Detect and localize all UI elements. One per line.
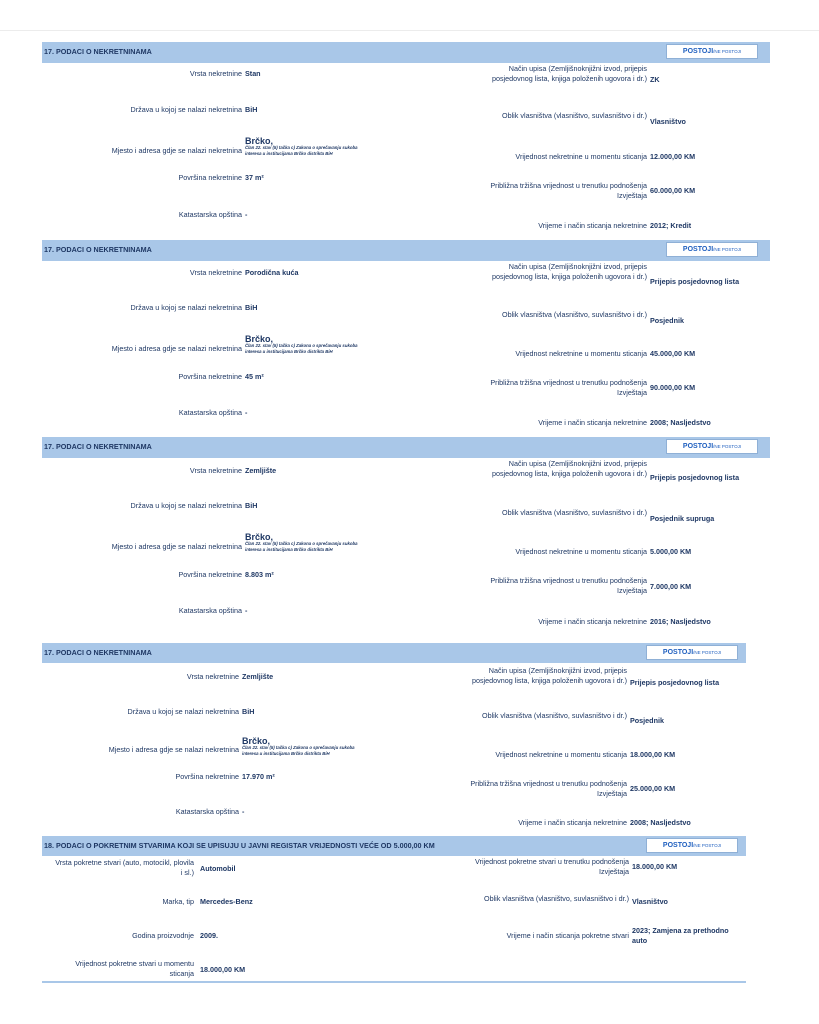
label-katastar: Katastarska opština xyxy=(178,210,242,219)
value-nacin-upisa: Prijepis posjedovnog lista xyxy=(630,678,720,687)
exists-toggle[interactable] xyxy=(646,645,738,660)
label-nacin-upisa: Način upisa (Zemljišnoknjižni izvod, prijepis posjedovnog lista, knjiga položenih ugovora i dr.) xyxy=(471,666,627,685)
exists-option[interactable]: POSTOJI xyxy=(682,246,714,253)
label-katastar: Katastarska opština xyxy=(175,807,239,816)
label-vrijednost-pokretne: Vrijednost pokretne stvari u momentu sticanja xyxy=(75,959,194,978)
property-section-4 xyxy=(42,643,746,833)
value-oblik: Posjednik xyxy=(630,716,664,725)
value-vrsta: Stan xyxy=(245,69,261,78)
label-oblik: Oblik vlasništva (vlasništvo, suvlasništvo i dr.) xyxy=(502,111,647,120)
value-vrsta-pokretne: Automobil xyxy=(200,864,236,873)
movables-section xyxy=(42,836,746,976)
section-header xyxy=(42,643,746,663)
label-trzisna: Približna tržišna vrijednost u trenutku podnošenja Izvještaja xyxy=(490,181,647,200)
value-povrsina: 37 m² xyxy=(245,173,264,182)
not-exists-option[interactable]: /NE POSTOJI xyxy=(713,49,742,54)
exists-toggle[interactable] xyxy=(666,44,758,59)
label-drzava: Država u kojoj se nalazi nekretnina xyxy=(130,303,242,312)
value-vrsta: Zemljište xyxy=(245,466,277,475)
label-mjesto: Mjesto i adresa gdje se nalazi nekretnina xyxy=(111,344,242,353)
label-vrijeme: Vrijeme i način sticanja nekretnine xyxy=(538,617,647,626)
section-title: 18. PODACI O POKRETNIM STVARIMA KOJI SE UPISUJU U JAVNI REGISTAR VRIJEDNOSTI VEĆE OD 5.000,00 KM xyxy=(44,841,435,850)
label-oblik: Oblik vlasništva (vlasništvo, suvlasništvo i dr.) xyxy=(482,711,627,720)
property-section-1 xyxy=(42,42,770,237)
value-vrijednost-pokretne: 18.000,00 KM xyxy=(200,965,246,974)
section-header xyxy=(42,42,770,63)
value-nacin-upisa: Prijepis posjedovnog lista xyxy=(650,473,740,482)
label-vrsta: Vrsta nekretnine xyxy=(189,268,242,277)
value-oblik: Posjednik xyxy=(650,316,684,325)
label-vrijeme: Vrijeme i način sticanja nekretnine xyxy=(518,818,627,827)
label-trzisna-pokretne: Vrijednost pokretne stvari u trenutku podnošenja Izvještaja xyxy=(475,857,629,876)
not-exists-option[interactable]: /NE POSTOJI xyxy=(713,444,742,449)
label-drzava: Država u kojoj se nalazi nekretnina xyxy=(127,707,239,716)
value-trzisna: 90.000,00 KM xyxy=(650,383,696,392)
not-exists-option[interactable]: /NE POSTOJI xyxy=(713,247,742,252)
label-trzisna: Približna tržišna vrijednost u trenutku podnošenja Izvještaja xyxy=(490,378,647,397)
value-katastar: - xyxy=(245,210,248,219)
bottom-divider xyxy=(42,981,746,983)
value-drzava: BiH xyxy=(245,303,258,312)
label-nacin-upisa: Način upisa (Zemljišnoknjižni izvod, prijepis posjedovnog lista, knjiga položenih ugovora i dr.) xyxy=(491,459,647,478)
label-vrsta: Vrsta nekretnine xyxy=(189,466,242,475)
label-vrsta: Vrsta nekretnine xyxy=(189,69,242,78)
property-section-3 xyxy=(42,437,770,637)
value-marka: Mercedes-Benz xyxy=(200,897,253,906)
label-katastar: Katastarska opština xyxy=(178,606,242,615)
value-katastar: - xyxy=(242,807,245,816)
label-drzava: Država u kojoj se nalazi nekretnina xyxy=(130,501,242,510)
value-trzisna-pokretne: 18.000,00 KM xyxy=(632,862,678,871)
value-vrsta: Zemljište xyxy=(242,672,274,681)
value-oblik-pokretne: Vlasništvo xyxy=(632,897,668,906)
label-trzisna: Približna tržišna vrijednost u trenutku podnošenja Izvještaja xyxy=(490,576,647,595)
value-mjesto: Brčko, xyxy=(245,334,274,344)
label-povrsina: Površina nekretnine xyxy=(178,372,242,381)
label-vrijednost: Vrijednost nekretnine u momentu sticanja xyxy=(495,750,627,759)
value-oblik: Vlasništvo xyxy=(650,117,686,126)
exists-toggle[interactable] xyxy=(646,838,738,853)
value-povrsina: 8.803 m² xyxy=(245,570,274,579)
not-exists-option[interactable]: /NE POSTOJI xyxy=(693,650,722,655)
exists-toggle[interactable] xyxy=(666,242,758,257)
label-vrijednost: Vrijednost nekretnine u momentu sticanja xyxy=(515,152,647,161)
not-exists-option[interactable]: /NE POSTOJI xyxy=(693,843,722,848)
label-mjesto: Mjesto i adresa gdje se nalazi nekretnina xyxy=(111,542,242,551)
label-mjesto: Mjesto i adresa gdje se nalazi nekretnina xyxy=(108,745,239,754)
label-vrijednost: Vrijednost nekretnine u momentu sticanja xyxy=(515,547,647,556)
section-header xyxy=(42,240,770,261)
section-header xyxy=(42,437,770,458)
value-povrsina: 45 m² xyxy=(245,372,264,381)
exists-option[interactable]: POSTOJI xyxy=(682,443,714,450)
value-drzava: BiH xyxy=(242,707,255,716)
label-vrsta-pokretne: Vrsta pokretne stvari (auto, motocikl, plovila i sl.) xyxy=(55,858,194,877)
label-katastar: Katastarska opština xyxy=(178,408,242,417)
top-divider xyxy=(0,30,819,31)
value-vrsta: Porodična kuća xyxy=(245,268,299,277)
value-mjesto: Brčko, xyxy=(242,736,271,746)
value-oblik: Posjednik supruga xyxy=(650,514,715,523)
label-drzava: Država u kojoj se nalazi nekretnina xyxy=(130,105,242,114)
section-title: 17. PODACI O NEKRETNINAMA xyxy=(44,245,152,254)
label-nacin-upisa: Način upisa (Zemljišnoknjižni izvod, prijepis posjedovnog lista, knjiga položenih ugovora i dr.) xyxy=(491,262,647,281)
label-povrsina: Površina nekretnine xyxy=(178,173,242,182)
property-section-2 xyxy=(42,240,770,435)
value-vrijednost: 5.000,00 KM xyxy=(650,547,692,556)
value-mjesto: Brčko, xyxy=(245,532,274,542)
label-oblik-pokretne: Oblik vlasništva (vlasništvo, suvlasništvo i dr.) xyxy=(484,894,629,903)
label-godina: Godina proizvodnje xyxy=(132,931,194,940)
value-vrijeme: 2008; Nasljedstvo xyxy=(650,418,711,427)
value-mjesto: Brčko, xyxy=(245,136,274,146)
value-katastar: - xyxy=(245,408,248,417)
legal-note: Član 22. stav (5) tačka c) Zakona o sprečavanju sukoba interesa u institucijama Brčko distrikta BiH xyxy=(245,541,358,553)
value-povrsina: 17.970 m² xyxy=(242,772,275,781)
label-vrijeme: Vrijeme i način sticanja nekretnine xyxy=(538,418,647,427)
label-mjesto: Mjesto i adresa gdje se nalazi nekretnina xyxy=(111,146,242,155)
value-vrijednost: 45.000,00 KM xyxy=(650,349,696,358)
label-marka: Marka, tip xyxy=(162,897,194,906)
value-trzisna: 60.000,00 KM xyxy=(650,186,696,195)
label-vrsta: Vrsta nekretnine xyxy=(186,672,239,681)
label-vrijeme: Vrijeme i način sticanja nekretnine xyxy=(538,221,647,230)
legal-note: Član 22. stav (5) tačka c) Zakona o sprečavanju sukoba interesa u institucijama Brčko distrikta BiH xyxy=(245,145,358,157)
label-vrijeme-pokretne: Vrijeme i način sticanja pokretne stvari xyxy=(506,931,629,940)
value-vrijeme: 2016; Nasljedstvo xyxy=(650,617,711,626)
value-drzava: BiH xyxy=(245,105,258,114)
label-oblik: Oblik vlasništva (vlasništvo, suvlasništvo i dr.) xyxy=(502,508,647,517)
value-godina: 2009. xyxy=(200,931,218,940)
value-vrijeme: 2008; Nasljedstvo xyxy=(630,818,691,827)
value-nacin-upisa: Prijepis posjedovnog lista xyxy=(650,277,740,286)
label-vrijednost: Vrijednost nekretnine u momentu sticanja xyxy=(515,349,647,358)
section-title: 17. PODACI O NEKRETNINAMA xyxy=(44,442,152,451)
value-vrijednost: 18.000,00 KM xyxy=(630,750,676,759)
section-title: 17. PODACI O NEKRETNINAMA xyxy=(44,648,152,657)
value-vrijeme: 2012; Kredit xyxy=(650,221,692,230)
label-trzisna: Približna tržišna vrijednost u trenutku podnošenja Izvještaja xyxy=(470,779,627,798)
section-header xyxy=(42,836,746,856)
legal-note: Član 22. stav (5) tačka c) Zakona o sprečavanju sukoba interesa u institucijama Brčko distrikta BiH xyxy=(242,745,355,757)
value-vrijednost: 12.000,00 KM xyxy=(650,152,696,161)
label-oblik: Oblik vlasništva (vlasništvo, suvlasništvo i dr.) xyxy=(502,310,647,319)
value-trzisna: 7.000,00 KM xyxy=(650,582,692,591)
value-katastar: - xyxy=(245,606,248,615)
exists-toggle[interactable] xyxy=(666,439,758,454)
label-povrsina: Površina nekretnine xyxy=(178,570,242,579)
value-drzava: BiH xyxy=(245,501,258,510)
exists-option[interactable]: POSTOJI xyxy=(662,649,694,656)
legal-note: Član 22. stav (5) tačka c) Zakona o sprečavanju sukoba interesa u institucijama Brčko distrikta BiH xyxy=(245,343,358,355)
exists-option[interactable]: POSTOJI xyxy=(682,48,714,55)
label-nacin-upisa: Način upisa (Zemljišnoknjižni izvod, prijepis posjedovnog lista, knjiga položenih ugovora i dr.) xyxy=(491,64,647,83)
section-title: 17. PODACI O NEKRETNINAMA xyxy=(44,47,152,56)
exists-option[interactable]: POSTOJI xyxy=(662,842,694,849)
value-nacin-upisa: ZK xyxy=(650,75,660,84)
value-trzisna: 25.000,00 KM xyxy=(630,784,676,793)
label-povrsina: Površina nekretnine xyxy=(175,772,239,781)
value-vrijeme-pokretne: 2023; Zamjena za prethodno auto xyxy=(632,926,729,945)
